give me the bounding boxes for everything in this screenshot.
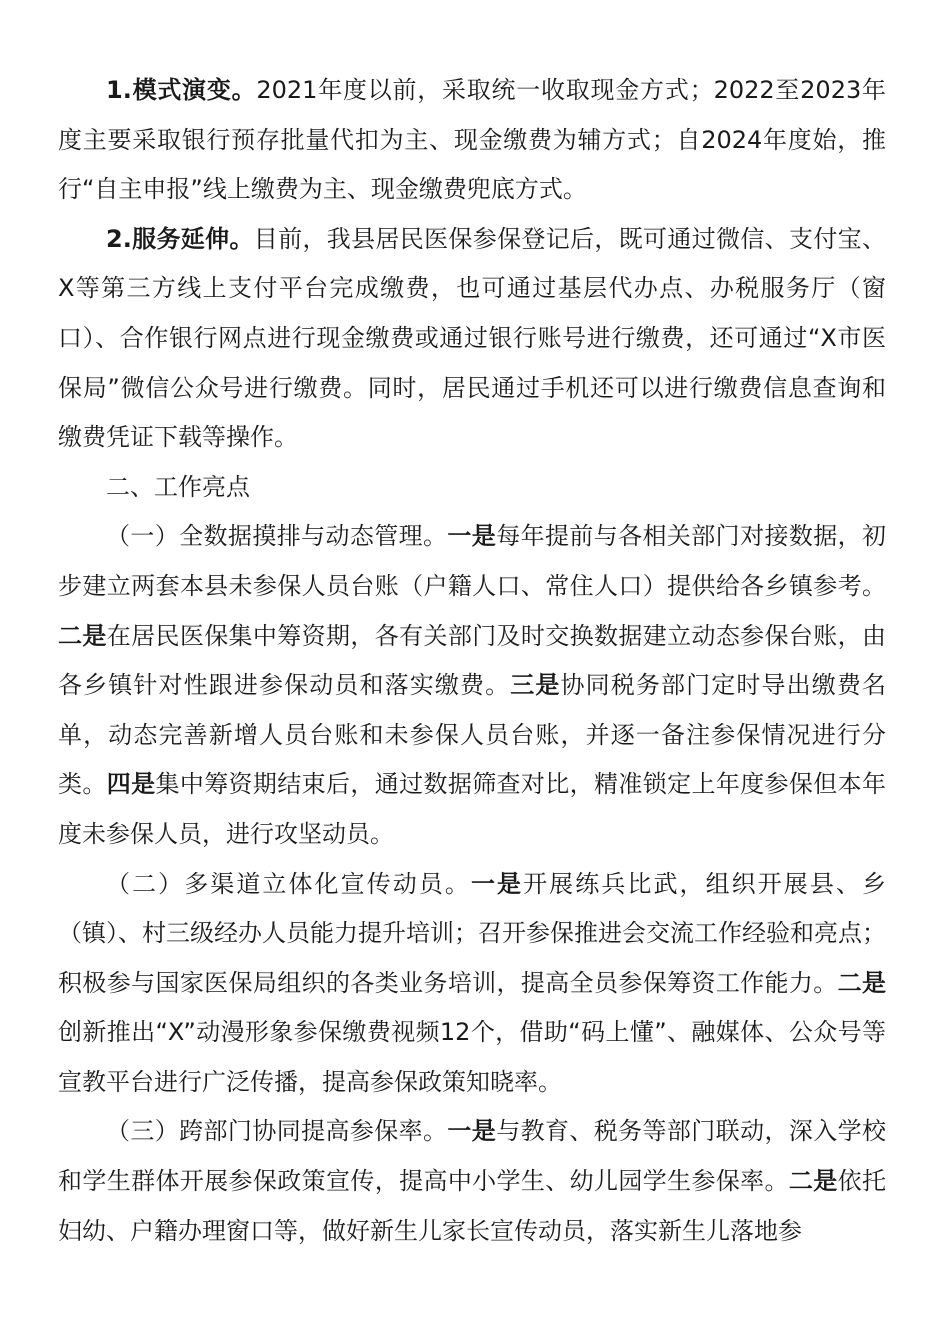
point-label-1: 一是 xyxy=(470,869,524,898)
text-service-extension: 目前，我县居民医保参保登记后，既可通过微信、支付宝、X等第三方线上支付平台完成缴费，也可通过基层代办点、办税服务厅（窗口）、合作银行网点进行现金缴费或通过银行账号进行缴费，还可通过“X市医保局”微信公众号进行缴费。同时，居民通过手机还可以进行缴费信息查询和缴费凭证下载等操作。 xyxy=(58,224,886,452)
point-label-2: 二是 xyxy=(837,968,887,997)
point-text-2: 在居民医保集中筹资期，各有关部门及时交换数据建立动态参保台账，由各乡镇针对性跟进参保动员和落实缴费。 xyxy=(58,621,887,700)
point-text-2: 创新推出“X”动漫形象参保缴费视频12个，借助“码上懂”、融媒体、公众号等宣教平台进行广泛传播，提高参保政策知晓率。 xyxy=(58,1018,886,1096)
document-page xyxy=(58,66,886,1256)
section-title-text: 二、工作亮点 xyxy=(106,472,250,501)
point-label-1: 一是 xyxy=(447,1117,497,1146)
point-text-4: 集中筹资期结束后，通过数据筛查对比，精准锁定上年度参保但本年度未参保人员，进行攻坚动员。 xyxy=(58,770,887,848)
paragraph-mode-evolution xyxy=(58,66,886,215)
text-mode-evolution: 2021年度以前，采取统一收取现金方式；2022至2023年度主要采取银行预存批量代扣为主、现金缴费为辅方式；自2024年度始，推行“自主申报”线上缴费为主、现金缴费兜底方式。 xyxy=(58,76,887,204)
point-text-1: 每年提前与各相关部门对接数据，初步建立两套本县未参保人员台账（户籍人口、常住人口）提供给各乡镇参考。 xyxy=(58,522,887,600)
point-label-3: 三是 xyxy=(510,671,561,700)
subheading-cross-department: （三）跨部门协同提高参保率。 xyxy=(106,1117,448,1146)
subheading-publicity: （二）多渠道立体化宣传动员。 xyxy=(106,869,471,898)
point-text-3: 协同税务部门定时导出缴费名单，动态完善新增人员台账和未参保人员台账，并逐一备注参保情况进行分类。 xyxy=(58,671,886,799)
paragraph-publicity xyxy=(58,860,886,1108)
point-text-1: 与教育、税务等部门联动，深入学校和学生群体开展参保政策宣传，提高中小学生、幼儿园学生参保率。 xyxy=(58,1117,887,1196)
point-text-2: 依托妇幼、户籍办理窗口等，做好新生儿家长宣传动员，落实新生儿落地参 xyxy=(58,1167,887,1245)
heading-service-extension: 2.服务延伸。 xyxy=(106,224,254,253)
heading-mode-evolution: 1.模式演变。 xyxy=(106,76,257,104)
point-label-1: 一是 xyxy=(447,522,497,551)
point-label-2: 二是 xyxy=(788,1167,838,1196)
section-title-highlights xyxy=(58,463,886,513)
point-text-1: 开展练兵比武，组织开展县、乡（镇）、村三级经办人员能力提升培训；召开参保推进会交流工作经验和亮点；积极参与国家医保局组织的各类业务培训，提高全员参保筹资工作能力。 xyxy=(58,869,887,997)
paragraph-data-management xyxy=(58,512,886,859)
paragraph-cross-department xyxy=(58,1107,886,1256)
subheading-data-management: （一）全数据摸排与动态管理。 xyxy=(106,522,448,551)
paragraph-service-extension xyxy=(58,215,886,463)
point-label-4: 四是 xyxy=(106,770,156,799)
point-label-2: 二是 xyxy=(58,621,107,650)
